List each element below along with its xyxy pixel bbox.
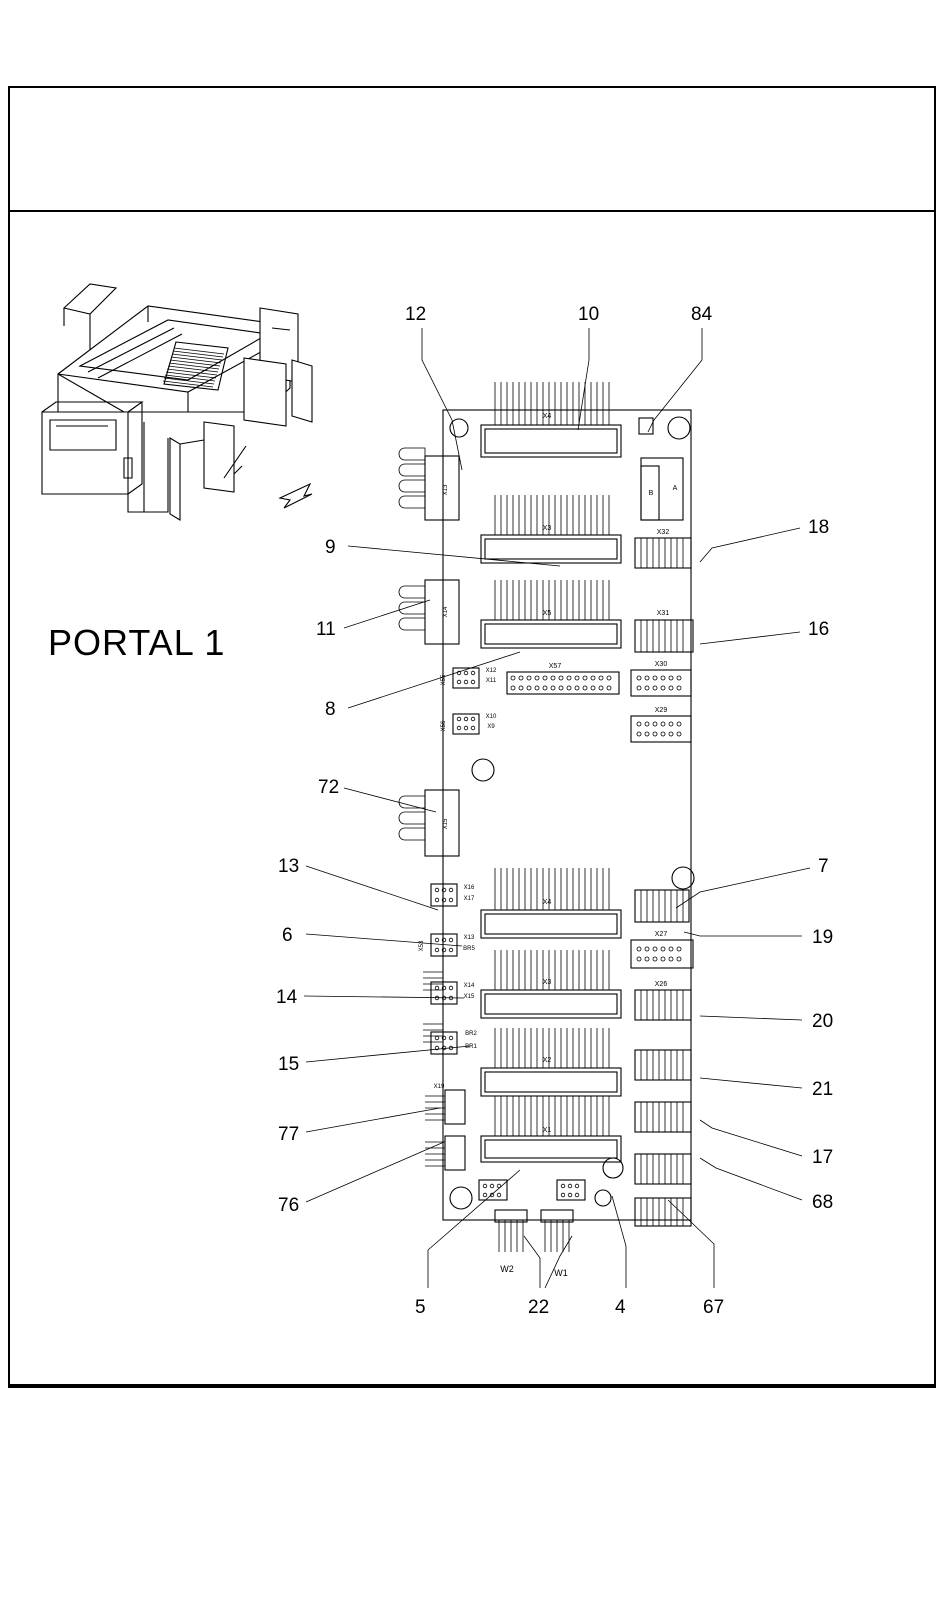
machine-illustration <box>28 262 313 542</box>
pcb-assembly-drawing <box>395 290 755 1278</box>
page-title: PORTAL 1 <box>48 622 226 663</box>
svg-text:X12: X12 <box>485 668 497 674</box>
callout-13: 13 <box>278 856 300 877</box>
callout-19: 19 <box>812 927 834 948</box>
callout-84: 84 <box>691 304 713 325</box>
callout-5: 5 <box>415 1297 426 1318</box>
svg-text:X3: X3 <box>542 979 552 986</box>
svg-text:X19: X19 <box>433 1084 445 1090</box>
svg-text:BR2: BR2 <box>465 1031 477 1037</box>
callout-22: 22 <box>528 1297 550 1318</box>
svg-text:BR5: BR5 <box>463 946 475 952</box>
svg-text:X57: X57 <box>548 663 562 670</box>
callout-14: 14 <box>276 987 298 1008</box>
svg-text:X56: X56 <box>441 720 447 732</box>
svg-text:X5: X5 <box>542 610 552 617</box>
callout-68: 68 <box>812 1192 834 1213</box>
svg-text:X16: X16 <box>463 885 475 891</box>
callout-21: 21 <box>812 1079 834 1100</box>
svg-text:W1: W1 <box>554 1268 568 1278</box>
svg-text:X17: X17 <box>463 896 475 902</box>
svg-text:X27: X27 <box>654 931 668 938</box>
svg-text:BR1: BR1 <box>465 1044 477 1050</box>
svg-text:A: A <box>672 485 678 492</box>
svg-text:X29: X29 <box>654 707 668 714</box>
callout-9: 9 <box>325 537 336 558</box>
svg-text:X9: X9 <box>487 724 495 730</box>
callout-67: 67 <box>703 1297 725 1318</box>
svg-text:X4: X4 <box>542 413 552 420</box>
callout-20: 20 <box>812 1011 834 1032</box>
svg-text:X3: X3 <box>542 525 552 532</box>
callout-11: 11 <box>316 619 336 640</box>
callout-16: 16 <box>808 619 830 640</box>
callout-7: 7 <box>818 856 829 877</box>
svg-text:X55: X55 <box>441 674 447 686</box>
svg-text:X2: X2 <box>542 1057 552 1064</box>
svg-text:B: B <box>648 490 654 497</box>
svg-text:X14: X14 <box>443 606 449 618</box>
callout-12: 12 <box>405 304 427 325</box>
callout-77: 77 <box>278 1124 300 1145</box>
svg-text:X30: X30 <box>654 661 668 668</box>
svg-text:X11: X11 <box>485 678 497 684</box>
callout-6: 6 <box>282 925 293 946</box>
svg-text:X1: X1 <box>542 1127 552 1134</box>
callout-8: 8 <box>325 699 336 720</box>
svg-text:X31: X31 <box>656 610 670 617</box>
callout-17: 17 <box>812 1147 834 1168</box>
svg-text:X14: X14 <box>463 983 475 989</box>
svg-text:X15: X15 <box>443 818 449 830</box>
svg-text:W2: W2 <box>500 1264 514 1274</box>
svg-text:X13: X13 <box>463 935 475 941</box>
svg-text:X26: X26 <box>654 981 668 988</box>
svg-text:X4: X4 <box>542 899 552 906</box>
callout-72: 72 <box>318 777 340 798</box>
svg-text:X53: X53 <box>419 940 425 952</box>
header-divider <box>8 210 936 212</box>
callout-76: 76 <box>278 1195 300 1216</box>
footer-divider <box>8 1386 936 1388</box>
callout-10: 10 <box>578 304 600 325</box>
svg-text:X15: X15 <box>463 994 475 1000</box>
svg-text:X10: X10 <box>485 714 497 720</box>
svg-text:X32: X32 <box>656 529 670 536</box>
callout-15: 15 <box>278 1054 300 1075</box>
callout-4: 4 <box>615 1297 626 1318</box>
callout-18: 18 <box>808 517 830 538</box>
svg-text:X13: X13 <box>443 484 449 496</box>
